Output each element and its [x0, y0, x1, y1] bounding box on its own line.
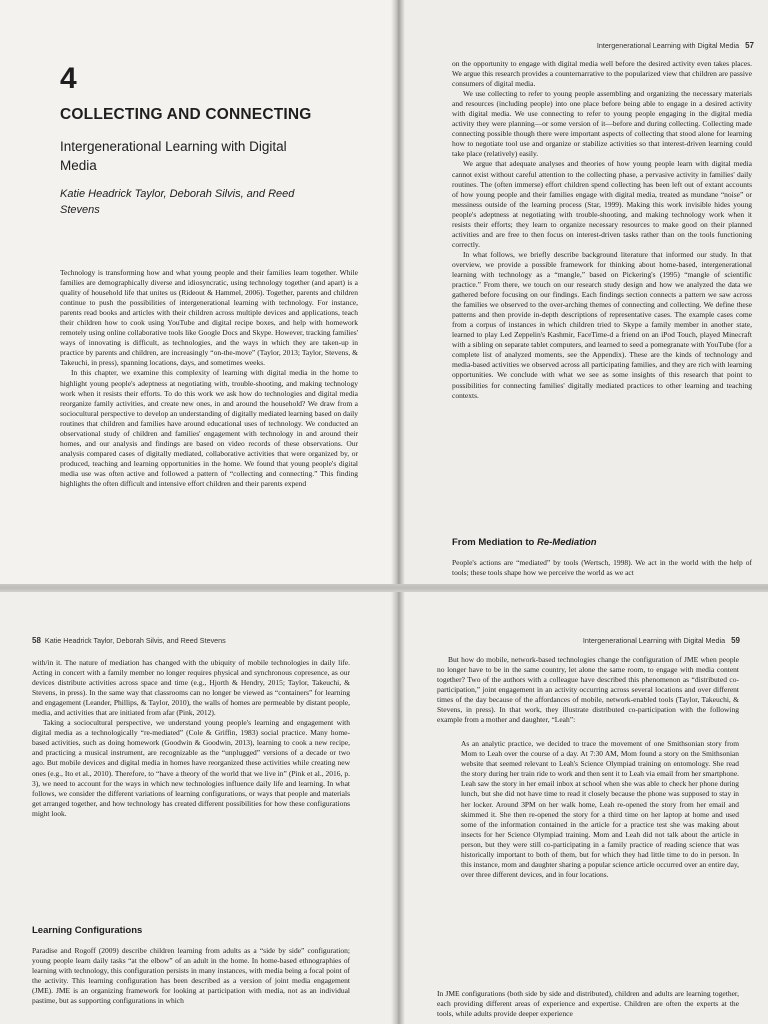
page-59	[397, 588, 768, 1024]
paragraph: We use collecting to refer to young people assembling and organizing the necessary materials and resources (including people) into one place before being able to engage in a desired activity with digital media. We use connecting to refer to young people engaging in the digital media activity they were planning—or some version of it—before and during collecting. Collecting made connecting possible though there were important aspects of collecting that stood alone for learning how to negotiate tool use and organize or stabilize activities so that interest-driven learning could take place (relatively) easily.	[452, 89, 752, 159]
running-head-authors: Katie Headrick Taylor, Deborah Silvis, and Reed Stevens	[44, 636, 226, 645]
paragraph: Taking a sociocultural perspective, we understand young people's learning and engagement with digital media as a technologically “re-mediated” (Cole & Griffin, 1983) social practice. Many home-based activities, such as doing homework (Goodwin & Goodwin, 2013), learning to cook a new recipe, and practicing a musical instrument, are recognizable as the “unplugged” versions of a decade or two ago. But mobile devices and digital media in homes have reorganized these activities while creating new ones (e.g., Ito et al., 2010). Therefore, to “have a theory of the world that we live in” (Pink et al., 2016, p. 3), we need to account for the ways in which new technologies influence daily life and learning. In what follows, we consider the different variations of learning configurations, or ways that people and materials get arranged together, and how technology has created different possibilities for how these configurations might look.	[32, 718, 350, 818]
page-number: 57	[745, 41, 754, 50]
paragraph: Paradise and Rogoff (2009) describe children learning from adults as a “side by side” configuration; young people learn daily tasks “at the elbow” of an adult in the home. In home-based ethnographies of learning with technology, this configuration persists in many instances, with media being a focal point of the activity. This learning configuration has been described as a version of joint media engagement (JME). JME is an organizing framework for looking at participation with media, not as an individual pastime, but as supporting configurations in which	[32, 946, 350, 1006]
paragraph: on the opportunity to engage with digital media well before the desired activity even takes places. We argue this research provides a counternarrative to the popularized view that children are passive consumers of digital media.	[452, 59, 752, 89]
section-heading-italic: Re-Mediation	[536, 537, 597, 548]
paragraph: In JME configurations (both side by side and distributed), children and adults are learning together, each providing different areas of experience and expertise. Children are often the experts at the tools, while adults provide deeper experience	[437, 989, 739, 1019]
running-head-title: Intergenerational Learning with Digital Media	[596, 41, 740, 50]
block-quote: As an analytic practice, we decided to trace the movement of one Smithsonian story from Mom to Leah over the course of a day. At 7:30 AM, Mom found a story on the Smithsonian website that seemed relevant to Leah's Science Olympiad training on entomology. She read the story during her train ride to work and then sent it to Leah via email from her smartphone. Leah saw the story in her email inbox at school when she was able to check her phone during lunch, but she did not have time to read it closely because the phone was supposed to stay in her locker. Around 3PM on her walk home, Leah re-opened the story from her email and skimmed it. She then re-opened the story for a third time on her laptop at home and used some of the information contained in the article for a practice test she was making about insects for her Science Olympiad training. Mom and Leah did not talk about the article in person, but they were still co-participating in a family practice of reading science that was historically important to both of them, but for which they had little time to do in person. In this instance, mom and daughter sharing a popular science article occurred over an entire day, over three different devices, and in four locations.	[461, 739, 739, 880]
chapter-authors: Katie Headrick Taylor, Deborah Silvis, and Reed Stevens	[60, 188, 295, 216]
paragraph: People's actions are “mediated” by tools (Wertsch, 1998). We act in the world with the help of tools; these tools shape how we perceive the world as we act	[452, 558, 752, 578]
page-number: 59	[731, 636, 740, 645]
section-text	[452, 558, 752, 578]
page-number: 58	[32, 636, 41, 645]
section-text	[32, 946, 350, 1006]
paragraph: Technology is transforming how and what young people and their families learn together. While families are demographically diverse and idiosyncratic, using technology together (and apart) is a quality of household life that unites us (Rideout & Hammel, 2006). Together, parents and children continue to push the possibilities of intergenerational learning with technology. For instance, parents read books and articles with their children across multiple devices and applications, teach their children how to cook using YouTube and digital recipe boxes, and help with homework remotely using online collaborative tools like Google Docs and Skype. However, tracking families' ways of innovating is difficult, as technologies, and the ways in which they are taken-up in practice by parents and children, are increasingly “on-the-move” (Taylor, 2013; Taylor, Stevens, & Takeuchi, in press), spanning locations, days, and sometimes weeks.	[60, 268, 358, 368]
body-text	[452, 59, 752, 401]
scan-seam	[0, 584, 768, 592]
book-gutter-shadow	[391, 0, 405, 588]
paragraph: In what follows, we briefly describe background literature that informed our study. In that overview, we provide a possible framework for thinking about home-based, intergenerational learning with technology as a “mangle,” based on Pickering's (1995) “mangle of scientific practice.” From there, we touch on our research study design and how we analyzed the data we gathered before focusing on our findings. Each findings section connects a pattern we saw across the families we observed to the over-arching themes of connecting and collecting. We define these patterns and then provide in-depth descriptions of representative cases. The example cases come from a corpus of instances in which children tried to Skype a family member in another state, learned to play Led Zeppelin's Kashmir, FaceTime-d a friend on an iPod Touch, played Minecraft with a sibling on separate tablet computers, and learned to seed a pomegranate with YouTube (for a complete list of analyzed moments, see the Appendix). These are the kinds of technology and media-based activities we observed across all participating families, and they are rich with learning opportunities. We conclude with what we see as some insights of this research that point to possibilities for connecting families' digitally mediated practices to other learning and teaching contexts.	[452, 249, 752, 400]
section-heading-prefix: From Mediation to	[452, 537, 537, 548]
section-heading: Learning Configurations	[32, 925, 143, 936]
paragraph: In this chapter, we examine this complexity of learning with digital media in the home to highlight young people's adeptness at negotiating with, trouble-shooting, and making technology work when it resists their efforts. To do this work we ask how do technologies and digital media reorganize family activities, and create new ones, in and around the household? We draw from a sociocultural perspective to develop an understanding of digitally mediated learning based on daily routines that children and families have around educational uses of technology. We conducted an observational study of children and families' engagement with technology in and around their homes, and our analysis and findings are based on video records of these observations. Our analysis compared cases of digitally mediated, collaborative activities that were organized by, or produced, teaching and learning opportunities in the home. We found that young people's digital media use was often active and followed a pattern of “collecting and connecting.” This finding highlights the often difficult and intensive effort children and their parents expend	[60, 368, 358, 488]
chapter-number: 4	[60, 62, 77, 95]
page-56	[0, 0, 397, 588]
paragraph: But how do mobile, network-based technologies change the configuration of JME when people no longer have to be in the same country, let alone the same room, to engage with media content together? Two of the authors with a colleague have described this phenomenon as “distributed co-participation,” joint engagement in an activity occurring across several locations and over different times of the day because of the affordances of mobile, network-enabled tools (Taylor, Takeuchi, & Stevens, in press). In that work, they illustrate distributed co-participation with the following example from a mother and daughter, “Leah”:	[437, 655, 739, 725]
body-text	[437, 655, 739, 725]
chapter-subtitle: Intergenerational Learning with Digital Media	[60, 139, 287, 173]
running-head	[597, 41, 754, 50]
page-58	[0, 588, 397, 1024]
chapter-title: COLLECTING AND CONNECTING	[60, 106, 312, 123]
closing-text	[437, 989, 739, 1019]
paragraph: We argue that adequate analyses and theories of how young people learn with digital media cannot exist without careful attention to the collecting phase, a pervasive activity in families' daily routines. The (often immerse) effort children spend collecting has been left out of extant accounts of how young people and their families engage with digital media, treated as mundane “noise” or messiness outside of the learning process (Star, 1999). Making this work invisible hides young people's adeptness at negotiating with trouble-shooting, and making technology work when it resists their efforts; they learn to organize necessary resources to make good on their planned activities and are free to then focus on interest-driven tasks rather than on the tools functioning correctly.	[452, 159, 752, 249]
running-head-title: Intergenerational Learning with Digital Media	[582, 636, 726, 645]
running-head	[583, 636, 740, 645]
paragraph: with/in it. The nature of mediation has changed with the ubiquity of mobile technologies in daily life. Acting in concert with a family member no longer requires physical and synchronous copresence, as our devices distribute activities across space and time (e.g., Hjorth & Hendry, 2015; Taylor, Takeuchi, & Stevens, in press). In the same way that classrooms can no longer be viewed as “containers” for learning and engagement (Leander, Phillips, & Taylor, 2010), the walls of homes are permeable by distant people, media, and activities that are initiated from afar (Pink, 2012).	[32, 658, 350, 718]
running-head	[32, 636, 226, 645]
body-text	[60, 268, 358, 489]
body-text	[32, 658, 350, 819]
section-heading	[452, 537, 597, 548]
book-gutter-shadow	[391, 588, 405, 1024]
page-57	[397, 0, 768, 588]
